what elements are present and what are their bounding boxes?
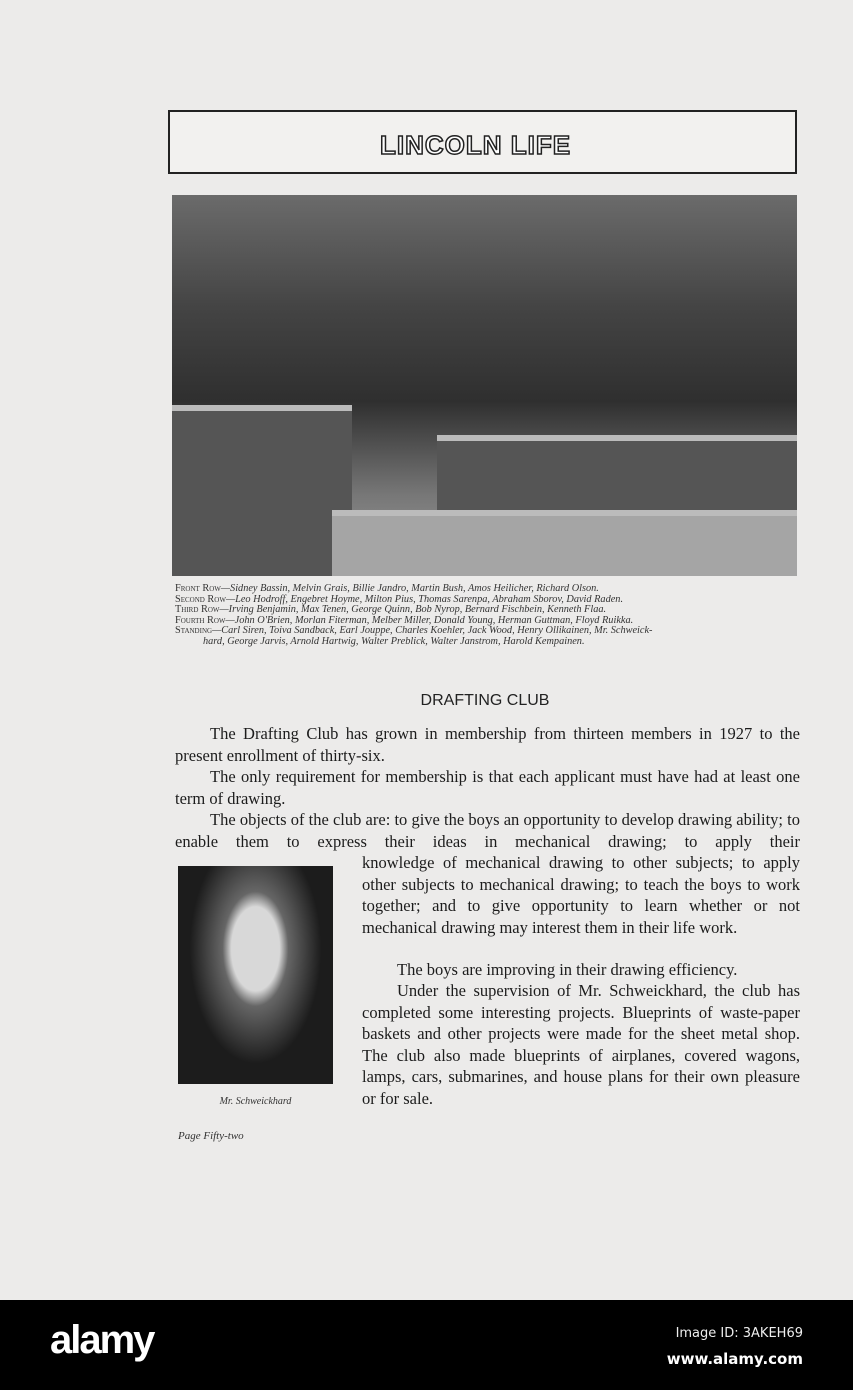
caption-row: Second Row—Leo Hodroff, Engebret Hoyme, Milton Pius, Thomas Sarenpa, Abraham Sborov, David Raden. — [175, 593, 624, 605]
caption-row: Third Row—Irving Benjamin, Max Tenen, George Quinn, Bob Nyrop, Bernard Fischbein, Kenneth Flaa. — [175, 604, 607, 616]
image-id: Image ID: 3AKEH69 — [675, 1326, 803, 1341]
caption-row: Front Row—Sidney Bassin, Melvin Grais, Billie Jandro, Martin Bush, Amos Heilicher, Richard Olson. — [175, 583, 599, 594]
lincoln-life-banner — [168, 110, 797, 174]
photo-caption — [175, 584, 805, 648]
paragraph: The boys are improving in their drawing efficiency. — [397, 960, 738, 979]
drafting-club-class-photo — [172, 195, 797, 570]
caption-row: Standing—Carl Siren, Toiva Sandback, Earl Jouppe, Charles Koehler, Jack Wood, Henry Ollikainen, Mr. Schweick- — [175, 625, 653, 637]
paragraph: The objects of the club are: to give the boys an opportunity to develop drawing ability; to enable them to express their ideas in mechanical drawing; to apply their — [175, 810, 800, 851]
paragraph: The Drafting Club has grown in membership from thirteen members in 1927 to the present enrollment of thirty-six. — [175, 724, 800, 765]
banner-title: LINCOLN LIFE — [380, 130, 572, 160]
alamy-logo: alamy — [50, 1318, 154, 1362]
portrait-photo — [178, 866, 333, 1084]
paragraph: Under the supervision of Mr. Schweickhard, the club has completed some interesting projects. Blueprints of waste-paper baskets and other projects were made for the sheet metal shop. The club also made blueprints of airplanes, covered wagons, lamps, cars, submarines, and house plans for their own pleasure or for sale. — [362, 981, 800, 1108]
page-number: Page Fifty-two — [178, 1130, 244, 1142]
article-title: DRAFTING CLUB — [420, 692, 550, 709]
caption-row-cont: hard, George Jarvis, Arnold Hartwig, Walter Preblick, Walter Janstrom, Harold Kempainen. — [203, 635, 585, 647]
caption-row: Fourth Row—John O'Brien, Morlan Fiterman, Melber Miller, Donald Young, Herman Guttman, Floyd Ruikka. — [175, 614, 634, 626]
portrait-caption: Mr. Schweickhard — [219, 1096, 292, 1107]
paragraph: knowledge of mechanical drawing to other subjects; to apply other subjects to mechanical drawing; to teach the boys to work together; and to give opportunity to learn whether or not mechanical drawing may interest them in their life work. — [362, 853, 800, 937]
paragraph: The only requirement for membership is that each applicant must have had at least one term of drawing. — [175, 767, 800, 808]
site-url: www.alamy.com — [666, 1350, 803, 1368]
